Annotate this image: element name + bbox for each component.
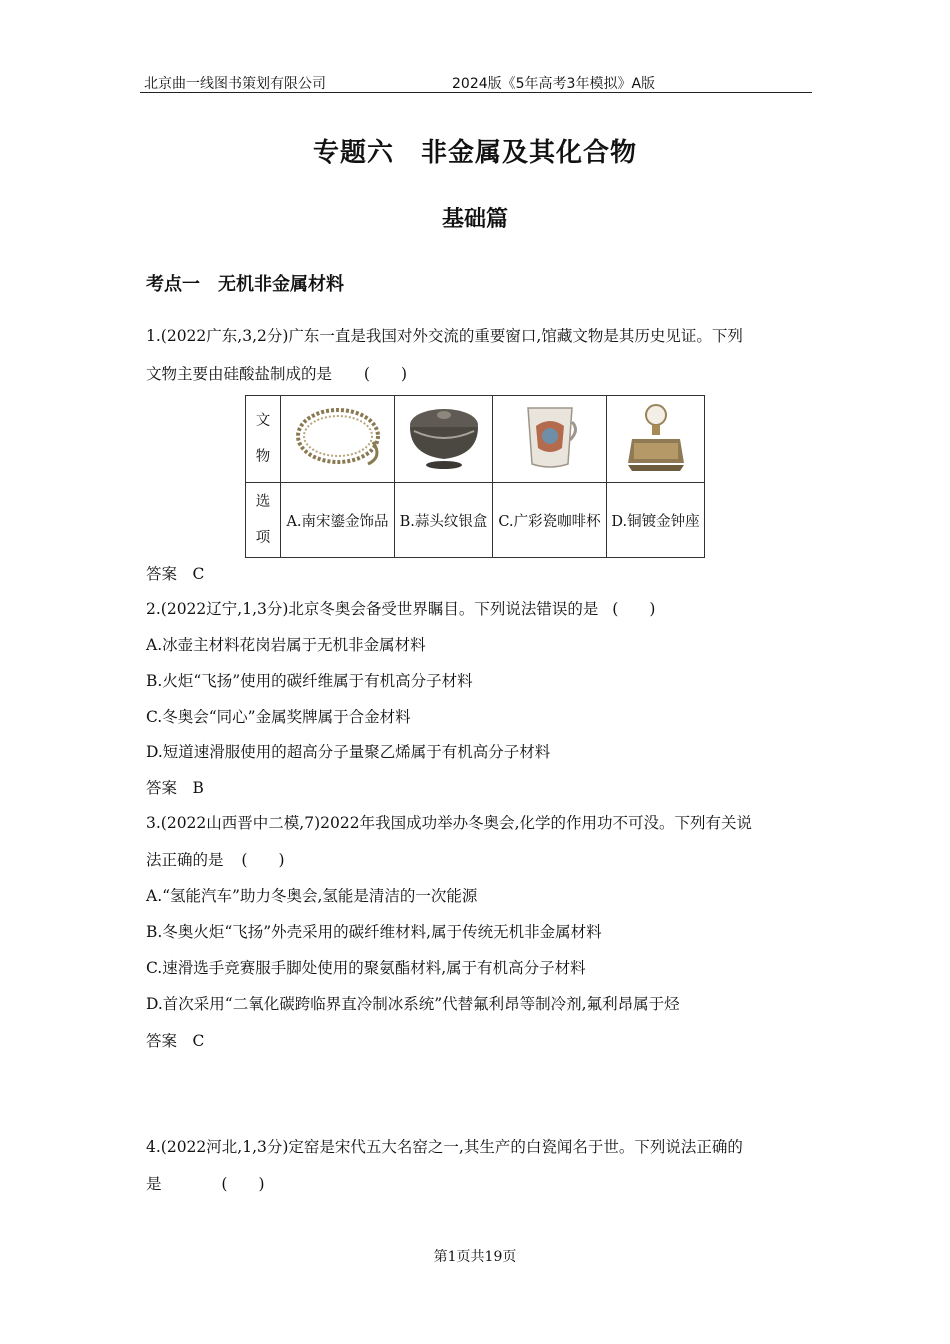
- option-b: B.蒜头纹银盒: [395, 483, 493, 558]
- page-subtitle: 基础篇: [441, 207, 508, 232]
- q1-answer-paren: ( ): [363, 365, 407, 383]
- q1-stem-text: 文物主要由硅酸盐制成的是: [146, 365, 333, 383]
- table-row-head-option: 选 项: [246, 483, 281, 558]
- page-title: 专题六 非金属及其化合物: [312, 138, 637, 168]
- option-c: C.广彩瓷咖啡杯: [493, 483, 607, 558]
- q4-stem-line1: 4.(2022河北,1,3分)定窑是宋代五大名窑之一,其生产的白瓷闻名于世。下列说法正确的: [146, 1138, 743, 1156]
- q3-answer-paren: ( ): [241, 851, 285, 869]
- q1-answer: 答案 C: [146, 565, 205, 583]
- page-footer: 第1页共19页: [433, 1249, 517, 1265]
- clock-stand-icon: [618, 399, 694, 475]
- header-edition: 2024版《5年高考3年模拟》A版: [452, 76, 656, 92]
- q3-stem-line1: 3.(2022山西晋中二模,7)2022年我国成功举办冬奥会,化学的作用功不可没。下列有关说: [146, 814, 752, 832]
- q2-stem: [146, 597, 655, 619]
- q4-answer-paren: ( ): [221, 1175, 265, 1193]
- option-d: D.铜镀金钟座: [607, 483, 705, 558]
- porcelain-cup-icon: [520, 400, 580, 474]
- q2-stem-text: 2.(2022辽宁,1,3分)北京冬奥会备受世界瞩目。下列说法错误的是: [146, 600, 599, 618]
- q3-option-c: C.速滑选手竞赛服手脚处使用的聚氨酯材料,属于有机高分子材料: [146, 959, 586, 977]
- header-company: 北京曲一线图书策划有限公司: [144, 76, 326, 92]
- q2-answer-paren: ( ): [612, 600, 656, 618]
- q4-stem-line2: [146, 1172, 265, 1194]
- table-row-head-relic: 文 物: [246, 396, 281, 483]
- gold-chain-icon: [288, 402, 388, 472]
- relic-image-a: [281, 396, 395, 483]
- option-a: A.南宋鎏金饰品: [281, 483, 395, 558]
- q2-option-d: D.短道速滑服使用的超高分子量聚乙烯属于有机高分子材料: [146, 743, 551, 761]
- silver-box-icon: [404, 401, 484, 473]
- q2-option-b: B.火炬“飞扬”使用的碳纤维属于有机高分子材料: [146, 672, 473, 690]
- relic-image-c: [493, 396, 607, 483]
- q3-option-d: D.首次采用“二氧化碳跨临界直冷制冰系统”代替氟利昂等制冷剂,氟利昂属于烃: [146, 995, 680, 1013]
- q1-stem-line2: [146, 362, 407, 384]
- q3-stem-line2: [146, 848, 285, 870]
- q3-option-a: A.“氢能汽车”助力冬奥会,氢能是清洁的一次能源: [146, 887, 478, 905]
- relics-table: [245, 395, 705, 558]
- section-heading: 考点一 无机非金属材料: [146, 274, 344, 295]
- q2-answer: 答案 B: [146, 779, 204, 797]
- q2-option-a: A.冰壶主材料花岗岩属于无机非金属材料: [146, 636, 426, 654]
- q2-option-c: C.冬奥会“同心”金属奖牌属于合金材料: [146, 708, 411, 726]
- q3-option-b: B.冬奥火炬“飞扬”外壳采用的碳纤维材料,属于传统无机非金属材料: [146, 923, 602, 941]
- q1-stem-line1: 1.(2022广东,3,2分)广东一直是我国对外交流的重要窗口,馆藏文物是其历史见证。下列: [146, 327, 743, 345]
- relic-image-b: [395, 396, 493, 483]
- q3-stem-text: 法正确的是: [146, 851, 224, 869]
- q4-stem-text: 是: [146, 1175, 162, 1193]
- relic-image-d: [607, 396, 705, 483]
- q3-answer: 答案 C: [146, 1032, 205, 1050]
- page-header: [140, 70, 812, 93]
